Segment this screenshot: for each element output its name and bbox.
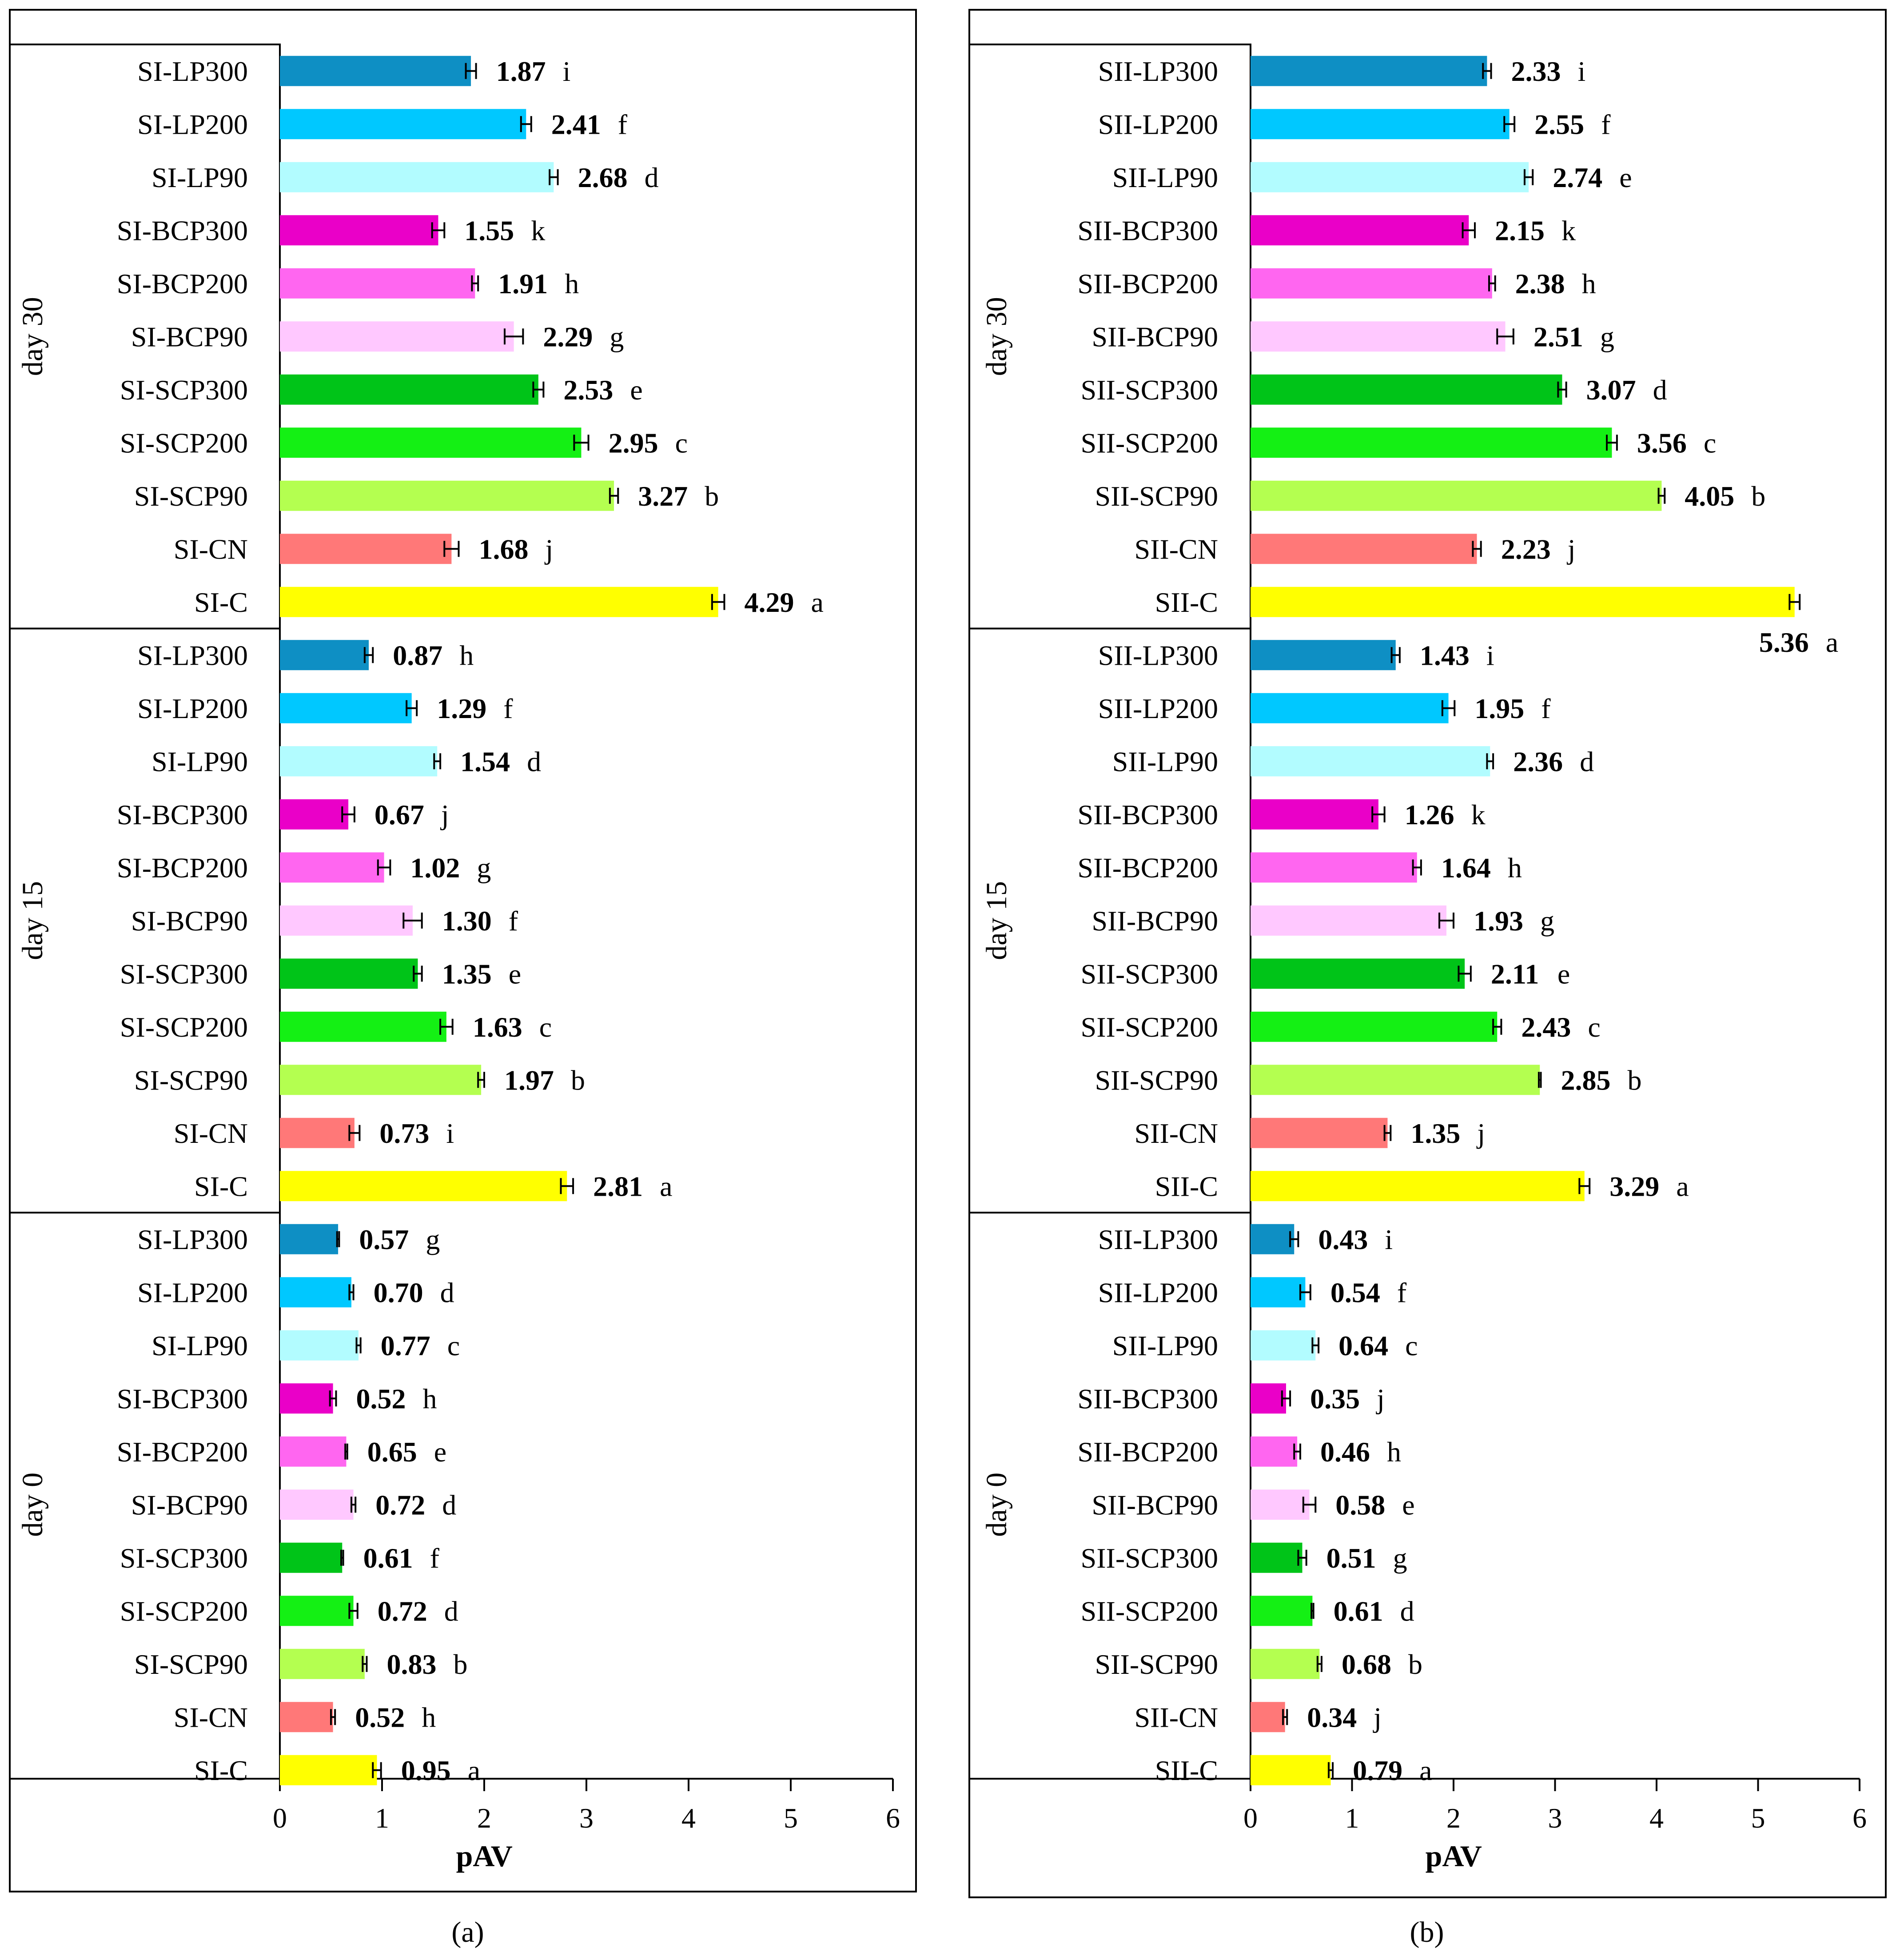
category-label: SI-LP200 <box>137 1277 248 1309</box>
data-label: 4.05 <box>1685 480 1735 512</box>
bar <box>1251 958 1465 989</box>
category-label: SI-BCP90 <box>131 321 248 353</box>
data-label: 0.79 <box>1353 1754 1403 1786</box>
x-tick-label: 0 <box>1243 1802 1258 1834</box>
significance-letter: j <box>1477 1117 1486 1149</box>
data-label: 0.68 <box>1341 1648 1391 1680</box>
significance-letter: e <box>1557 958 1570 990</box>
significance-letter: e <box>508 958 522 990</box>
data-label: 1.30 <box>442 905 492 937</box>
significance-letter: f <box>617 108 628 140</box>
data-label: 1.43 <box>1419 639 1470 671</box>
category-label: SI-BCP200 <box>116 1436 248 1468</box>
x-tick-label: 3 <box>1548 1802 1562 1834</box>
bar <box>1251 1543 1303 1573</box>
category-label: SI-BCP300 <box>116 215 248 247</box>
x-tick-label: 1 <box>1345 1802 1359 1834</box>
bar <box>1251 1012 1497 1042</box>
bar <box>280 1171 567 1201</box>
significance-letter: h <box>422 1701 436 1733</box>
category-label: SI-BCP300 <box>116 798 248 830</box>
significance-letter: f <box>508 905 518 937</box>
data-label: 0.52 <box>356 1383 406 1415</box>
x-tick-label: 1 <box>375 1802 389 1834</box>
category-label: SI-LP90 <box>151 161 248 193</box>
data-label: 0.46 <box>1320 1436 1370 1468</box>
data-label: 0.61 <box>1333 1595 1383 1627</box>
group-label: day 0 <box>980 1472 1013 1537</box>
significance-letter: b <box>1408 1648 1422 1680</box>
bar <box>280 1118 355 1148</box>
significance-letter: h <box>1386 1436 1401 1468</box>
significance-letter: a <box>467 1754 481 1786</box>
significance-letter: g <box>477 852 491 884</box>
bar <box>280 1437 347 1467</box>
category-label: SII-LP200 <box>1098 692 1218 724</box>
category-label: SI-LP90 <box>151 1329 248 1361</box>
category-label: SI-SCP300 <box>119 374 248 406</box>
significance-letter: j <box>441 798 449 830</box>
data-label: 0.57 <box>359 1223 409 1255</box>
significance-letter: b <box>705 480 719 512</box>
x-tick-label: 5 <box>1751 1802 1765 1834</box>
bar <box>1251 587 1795 617</box>
significance-letter: d <box>444 1595 458 1627</box>
data-label: 2.23 <box>1501 533 1551 565</box>
data-label: 2.38 <box>1515 267 1565 299</box>
bar <box>280 534 451 564</box>
panel-label: (b) <box>1410 1916 1444 1948</box>
category-label: SII-C <box>1155 586 1218 618</box>
significance-letter: c <box>1588 1011 1601 1043</box>
category-label: SII-SCP90 <box>1095 1064 1218 1096</box>
category-label: SI-SCP300 <box>119 958 248 990</box>
significance-letter: e <box>434 1436 447 1468</box>
bar <box>280 1012 446 1042</box>
data-label: 0.34 <box>1307 1701 1357 1733</box>
bar <box>1251 1330 1315 1361</box>
significance-letter: b <box>1751 480 1766 512</box>
bar <box>1251 268 1492 299</box>
bar <box>1251 852 1417 882</box>
data-label: 1.54 <box>460 746 510 778</box>
category-label: SI-SCP200 <box>119 1011 248 1043</box>
data-label: 0.54 <box>1330 1277 1380 1309</box>
significance-letter: h <box>1581 267 1596 299</box>
data-label: 0.72 <box>375 1489 426 1521</box>
x-tick-label: 6 <box>1852 1802 1867 1834</box>
significance-letter: f <box>1541 692 1551 724</box>
data-label: 0.83 <box>386 1648 437 1680</box>
significance-letter: d <box>440 1277 454 1309</box>
significance-letter: a <box>660 1170 673 1202</box>
bar <box>280 1277 351 1307</box>
bar <box>280 1596 354 1626</box>
bar <box>1251 1065 1540 1095</box>
data-label: 1.29 <box>437 692 487 724</box>
significance-letter: a <box>1676 1170 1689 1202</box>
bar <box>1251 693 1449 723</box>
significance-letter: c <box>539 1011 552 1043</box>
bar <box>280 1755 377 1785</box>
category-label: SI-BCP200 <box>116 852 248 884</box>
bar <box>1251 1702 1285 1732</box>
x-tick-label: 0 <box>273 1802 287 1834</box>
category-label: SII-BCP300 <box>1077 215 1218 247</box>
data-label: 0.52 <box>355 1701 405 1733</box>
category-label: SI-SCP90 <box>134 1648 248 1680</box>
bar <box>1251 1224 1294 1254</box>
category-label: SI-LP300 <box>137 1223 248 1255</box>
data-label: 1.63 <box>472 1011 522 1043</box>
significance-letter: j <box>1377 1383 1385 1415</box>
significance-letter: d <box>442 1489 457 1521</box>
category-label: SI-LP300 <box>137 55 248 87</box>
data-label: 2.36 <box>1513 746 1563 778</box>
bar <box>1251 427 1612 458</box>
data-label: 0.58 <box>1335 1489 1386 1521</box>
data-label: 1.95 <box>1474 692 1525 724</box>
category-label: SII-CN <box>1134 1701 1218 1733</box>
bar <box>1251 906 1446 936</box>
bar <box>1251 1437 1297 1467</box>
x-tick-label: 5 <box>784 1802 798 1834</box>
significance-letter: h <box>459 639 474 671</box>
data-label: 2.51 <box>1533 321 1583 353</box>
x-tick-label: 4 <box>681 1802 696 1834</box>
bar <box>280 1330 358 1361</box>
significance-letter: g <box>1393 1542 1407 1574</box>
bar <box>1251 1383 1286 1413</box>
significance-letter: f <box>503 692 513 724</box>
category-label: SII-CN <box>1134 1117 1218 1149</box>
data-label: 1.26 <box>1404 798 1454 830</box>
significance-letter: a <box>1419 1754 1432 1786</box>
significance-letter: k <box>1561 215 1576 247</box>
data-label: 1.68 <box>478 533 529 565</box>
significance-letter: b <box>1627 1064 1642 1096</box>
data-label: 2.29 <box>543 321 593 353</box>
category-label: SI-C <box>194 1754 248 1786</box>
data-label: 2.95 <box>608 427 658 459</box>
data-label: 0.67 <box>374 798 424 830</box>
significance-letter: d <box>1400 1595 1414 1627</box>
significance-letter: i <box>1577 55 1586 87</box>
bar <box>280 481 614 511</box>
significance-letter: e <box>1402 1489 1415 1521</box>
category-label: SII-SCP200 <box>1080 1595 1218 1627</box>
bar <box>280 640 369 670</box>
bar <box>1251 799 1378 830</box>
bar <box>280 799 348 830</box>
bar <box>280 852 384 882</box>
category-label: SII-SCP90 <box>1095 1648 1218 1680</box>
bar <box>280 693 412 723</box>
bar <box>280 427 582 458</box>
bar <box>280 375 538 405</box>
category-label: SII-LP90 <box>1112 746 1218 778</box>
data-label: 0.64 <box>1338 1329 1389 1361</box>
significance-letter: f <box>1601 108 1611 140</box>
data-label: 0.73 <box>379 1117 430 1149</box>
data-label: 0.35 <box>1310 1383 1360 1415</box>
bar <box>280 1383 333 1413</box>
category-label: SII-LP90 <box>1112 161 1218 193</box>
data-label: 2.41 <box>551 108 601 140</box>
category-label: SII-SCP300 <box>1080 958 1218 990</box>
chart-panel-b <box>969 10 1886 1948</box>
category-label: SII-CN <box>1134 533 1218 565</box>
data-label: 2.33 <box>1511 55 1561 87</box>
significance-letter: e <box>630 374 643 406</box>
data-label: 2.11 <box>1490 958 1539 990</box>
bar <box>1251 1755 1331 1785</box>
significance-letter: i <box>562 55 571 87</box>
significance-letter: i <box>446 1117 454 1149</box>
data-label: 0.72 <box>377 1595 427 1627</box>
significance-letter: a <box>1825 626 1839 658</box>
data-label: 3.29 <box>1609 1170 1660 1202</box>
category-label: SI-CN <box>173 1701 248 1733</box>
bar <box>1251 640 1396 670</box>
data-label: 1.55 <box>464 215 514 247</box>
category-label: SII-LP300 <box>1098 55 1218 87</box>
significance-letter: g <box>1600 321 1614 353</box>
category-label: SI-CN <box>173 1117 248 1149</box>
category-label: SII-C <box>1155 1170 1218 1202</box>
data-label: 3.07 <box>1586 374 1636 406</box>
significance-letter: j <box>1567 533 1576 565</box>
x-axis-title: pAV <box>456 1839 513 1873</box>
category-label: SII-SCP300 <box>1080 374 1218 406</box>
group-label: day 0 <box>16 1472 49 1537</box>
significance-letter: c <box>447 1329 460 1361</box>
category-label: SII-SCP90 <box>1095 480 1218 512</box>
bar <box>1251 746 1490 776</box>
category-label: SII-SCP200 <box>1080 427 1218 459</box>
category-label: SII-BCP200 <box>1077 267 1218 299</box>
significance-letter: d <box>1653 374 1667 406</box>
significance-letter: h <box>422 1383 437 1415</box>
significance-letter: h <box>1507 852 1522 884</box>
data-label: 1.35 <box>1410 1117 1461 1149</box>
category-label: SI-SCP90 <box>134 1064 248 1096</box>
significance-letter: k <box>531 215 546 247</box>
data-label: 0.77 <box>380 1329 430 1361</box>
data-label: 2.85 <box>1561 1064 1611 1096</box>
significance-letter: g <box>426 1223 440 1255</box>
category-label: SII-LP200 <box>1098 108 1218 140</box>
category-label: SI-SCP200 <box>119 427 248 459</box>
significance-letter: d <box>1580 746 1594 778</box>
data-label: 2.43 <box>1521 1011 1571 1043</box>
data-label: 1.87 <box>496 55 546 87</box>
x-tick-label: 2 <box>477 1802 491 1834</box>
category-label: SI-BCP90 <box>131 905 248 937</box>
group-label: day 30 <box>980 297 1013 376</box>
panel-label: (a) <box>451 1916 484 1948</box>
significance-letter: b <box>453 1648 468 1680</box>
significance-letter: b <box>571 1064 585 1096</box>
bar <box>280 1224 338 1254</box>
category-label: SII-BCP200 <box>1077 852 1218 884</box>
bar <box>280 321 514 351</box>
bar <box>280 268 475 299</box>
data-label: 0.61 <box>363 1542 413 1574</box>
category-label: SI-C <box>194 586 248 618</box>
bar <box>280 109 526 139</box>
bar <box>1251 1171 1585 1201</box>
category-label: SII-C <box>1155 1754 1218 1786</box>
bar <box>1251 1596 1312 1626</box>
bar <box>1251 1489 1310 1520</box>
significance-letter: f <box>1397 1277 1407 1309</box>
significance-letter: a <box>811 586 824 618</box>
significance-letter: k <box>1471 798 1486 830</box>
significance-letter: c <box>675 427 688 459</box>
bar <box>1251 1118 1387 1148</box>
category-label: SII-LP200 <box>1098 1277 1218 1309</box>
bar <box>280 1702 333 1732</box>
bar <box>1251 109 1510 139</box>
data-label: 3.56 <box>1637 427 1687 459</box>
group-label: day 15 <box>16 881 49 960</box>
bar <box>280 1489 354 1520</box>
data-label: 3.27 <box>638 480 688 512</box>
significance-letter: e <box>1619 161 1632 193</box>
category-label: SI-LP90 <box>151 746 248 778</box>
bar <box>280 958 418 989</box>
significance-letter: c <box>1405 1329 1418 1361</box>
data-label: 2.55 <box>1534 108 1585 140</box>
data-label: 1.91 <box>498 267 548 299</box>
category-label: SI-LP300 <box>137 639 248 671</box>
bar <box>280 587 718 617</box>
category-label: SI-LP200 <box>137 692 248 724</box>
bar <box>1251 56 1487 86</box>
category-label: SII-BCP200 <box>1077 1436 1218 1468</box>
significance-letter: j <box>545 533 554 565</box>
category-label: SI-C <box>194 1170 248 1202</box>
bar <box>1251 215 1469 245</box>
data-label: 2.68 <box>578 161 628 193</box>
bar <box>280 1543 342 1573</box>
category-label: SI-LP200 <box>137 108 248 140</box>
x-tick-label: 2 <box>1446 1802 1461 1834</box>
significance-letter: j <box>1374 1701 1382 1733</box>
data-label: 0.51 <box>1326 1542 1376 1574</box>
chart-panel-a <box>10 10 916 1948</box>
bar <box>280 746 437 776</box>
significance-letter: i <box>1486 639 1494 671</box>
bar <box>1251 534 1477 564</box>
bar <box>1251 321 1506 351</box>
bar <box>1251 162 1529 192</box>
x-tick-label: 3 <box>579 1802 593 1834</box>
significance-letter: i <box>1385 1223 1393 1255</box>
bar <box>280 162 554 192</box>
category-label: SII-BCP90 <box>1091 321 1218 353</box>
category-label: SII-BCP300 <box>1077 1383 1218 1415</box>
data-label: 1.35 <box>442 958 492 990</box>
data-label: 0.65 <box>367 1436 417 1468</box>
data-label: 4.29 <box>744 586 794 618</box>
bar <box>280 1649 365 1679</box>
category-label: SI-BCP200 <box>116 267 248 299</box>
significance-letter: g <box>609 321 624 353</box>
data-label: 1.02 <box>410 852 460 884</box>
category-label: SII-BCP300 <box>1077 798 1218 830</box>
significance-letter: d <box>527 746 542 778</box>
data-label: 1.64 <box>1441 852 1491 884</box>
category-label: SII-LP90 <box>1112 1329 1218 1361</box>
group-label: day 30 <box>16 297 49 376</box>
category-label: SI-BCP90 <box>131 1489 248 1521</box>
significance-letter: c <box>1703 427 1717 459</box>
bar <box>280 56 471 86</box>
data-label: 0.70 <box>373 1277 423 1309</box>
category-label: SII-LP300 <box>1098 639 1218 671</box>
category-label: SI-SCP300 <box>119 1542 248 1574</box>
bar <box>280 215 438 245</box>
x-tick-label: 4 <box>1649 1802 1664 1834</box>
bar <box>1251 1277 1305 1307</box>
significance-letter: f <box>430 1542 439 1574</box>
data-label: 2.53 <box>563 374 613 406</box>
bar <box>1251 375 1562 405</box>
data-label: 5.36 <box>1759 626 1809 658</box>
bar <box>1251 481 1661 511</box>
category-label: SII-SCP300 <box>1080 1542 1218 1574</box>
significance-letter: d <box>644 161 659 193</box>
category-label: SII-SCP200 <box>1080 1011 1218 1043</box>
significance-letter: h <box>565 267 579 299</box>
category-label: SI-SCP90 <box>134 480 248 512</box>
x-axis-title: pAV <box>1425 1839 1482 1873</box>
data-label: 2.74 <box>1553 161 1603 193</box>
x-tick-label: 6 <box>886 1802 900 1834</box>
data-label: 1.97 <box>504 1064 554 1096</box>
bar <box>280 1065 481 1095</box>
category-label: SII-BCP90 <box>1091 905 1218 937</box>
significance-letter: g <box>1540 905 1554 937</box>
data-label: 2.81 <box>593 1170 643 1202</box>
data-label: 2.15 <box>1494 215 1545 247</box>
category-label: SI-CN <box>173 533 248 565</box>
data-label: 0.95 <box>401 1754 451 1786</box>
bar <box>1251 1649 1319 1679</box>
data-label: 0.43 <box>1318 1223 1368 1255</box>
group-label: day 15 <box>980 881 1013 960</box>
category-label: SI-SCP200 <box>119 1595 248 1627</box>
category-label: SI-BCP300 <box>116 1383 248 1415</box>
category-label: SII-BCP90 <box>1091 1489 1218 1521</box>
data-label: 0.87 <box>393 639 443 671</box>
data-label: 1.93 <box>1474 905 1523 937</box>
bar <box>280 906 413 936</box>
category-label: SII-LP300 <box>1098 1223 1218 1255</box>
